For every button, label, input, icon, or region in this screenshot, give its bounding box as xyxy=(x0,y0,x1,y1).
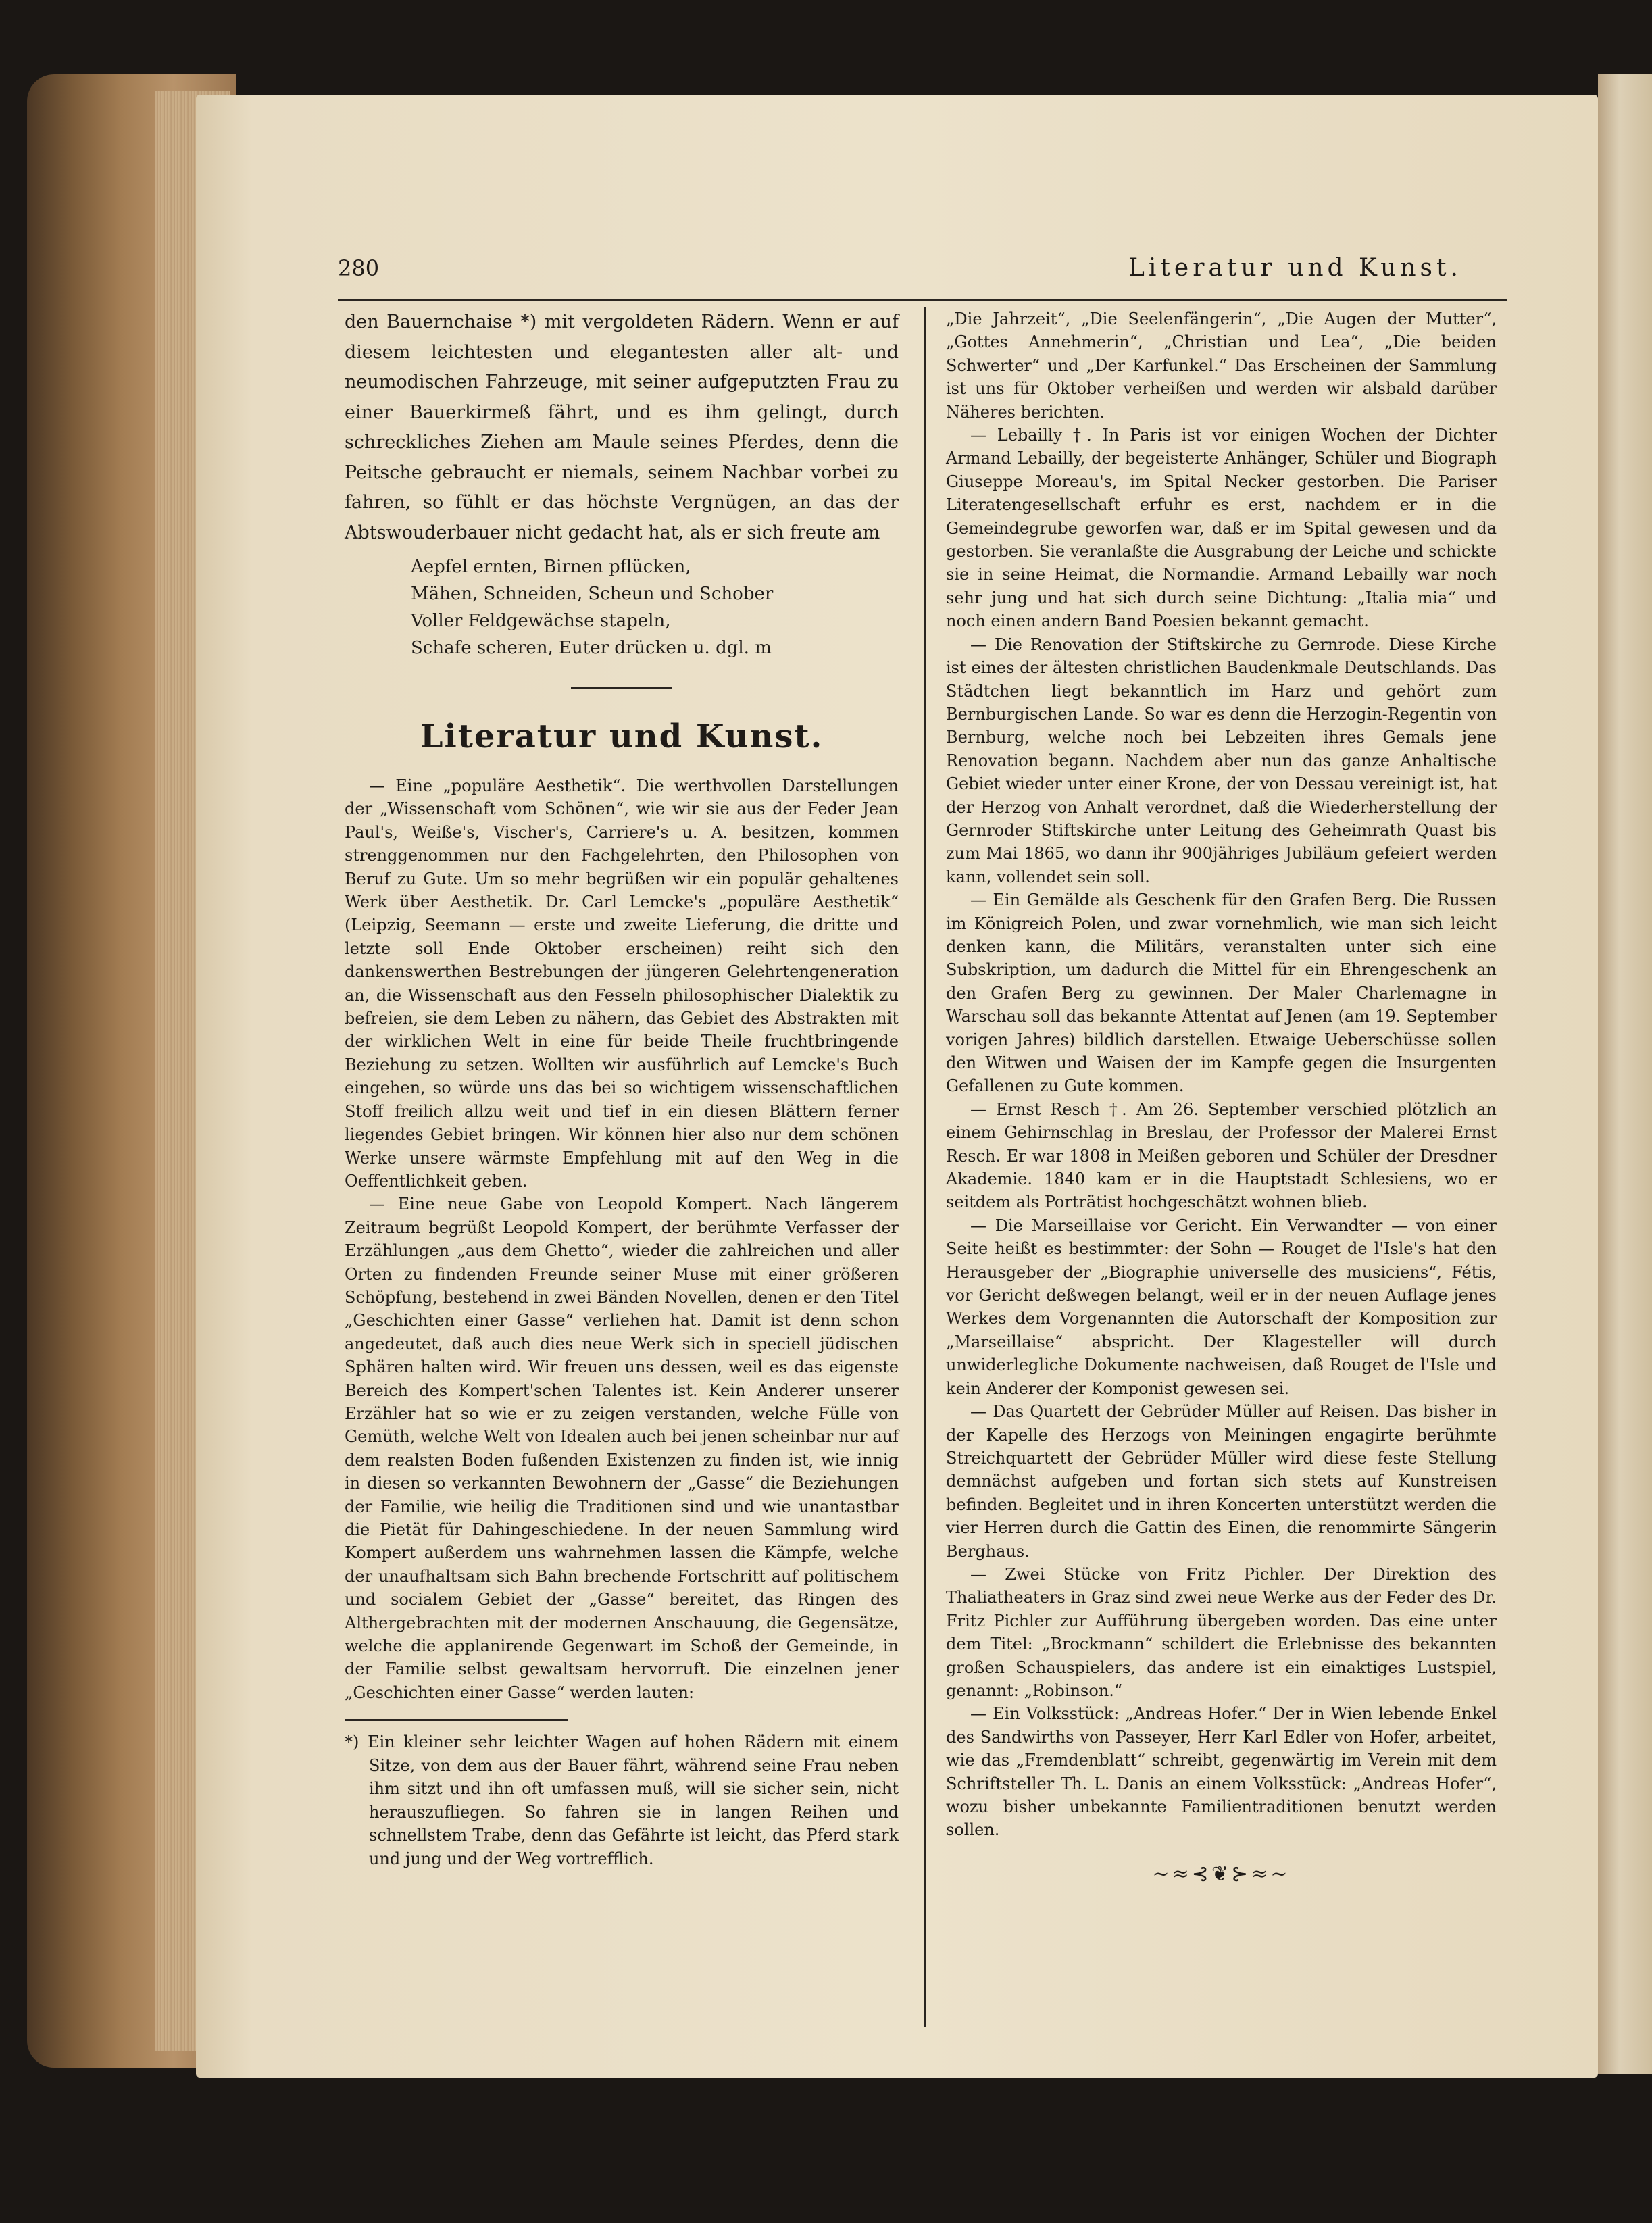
running-head xyxy=(338,251,1507,301)
verse-line: Schafe scheren, Euter drücken u. dgl. m xyxy=(411,638,772,658)
running-title: Literatur und Kunst. xyxy=(1128,254,1462,282)
article-paragraph: — Ein Volksstück: „Andreas Hofer.“ Der in Wien lebende Enkel des Sandwirths von Passeyer, Herr Karl Edler von Hofer, arbeitet, wie das „Fremdenblatt“ schreibt, gegenwärtig im Verein mit dem Schriftsteller Th. L. Danis an einem Volksstück: „Andreas Hofer“, wozu bisher unbekannte Familientraditionen benutzt werden sollen. xyxy=(946,1704,1497,1840)
article-paragraph: — Eine neue Gabe von Leopold Kompert. Nach längerem Zeitraum begrüßt Leopold Kompert, der berühmte Verfasser der Erzählungen „aus dem Ghetto“, wieder die zahlreichen und aller Orten zu findenden Freunde seiner Muse mit einer größeren Schöpfung, bestehend in zwei Bänden Novellen, denen er den Titel „Geschichten einer Gasse“ verliehen hat. Damit ist denn schon angedeutet, daß auch dies neue Werk sich in speciell jüdischen Sphären halten wird. Wir freuen uns dessen, weil es das eigenste Bereich des Kompert'schen Talentes ist. Kein Anderer unserer Erzähler hat so wie er zu zeigen verstanden, welche Fülle von Gemüth, welche Welt von Idealen auch bei jenen scheinbar nur auf dem realsten Boden fußenden Existenzen zu finden ist, wie innig in diesen so verkannten Bewohnern der „Gasse“ die Beziehungen der Familie, wie heilig die Traditionen sind und wie unantastbar die Pietät für Dahingeschiedene. In der neuen Sammlung wird Kompert außerdem uns wahrnehmen lassen die Kämpfe, welche der unaufhaltsam sich Bahn brechende Fortschritt auf politischem und socialem Gebiet der „Gasse“ bereitet, das Ringen des Althergebrachten mit der modernen Anschauung, die Gegensätze, welche die applanirende Gegenwart im Schoß der Gemeinde, in der Familie selbst gewaltsam hervorruft. Die einzelnen jener „Geschichten einer Gasse“ werden lauten: xyxy=(345,1195,899,1702)
section-divider xyxy=(571,687,672,689)
end-ornament: ~≈⊰❦⊱≈~ xyxy=(1152,1862,1291,1886)
verse-line: Mähen, Schneiden, Scheun und Schober xyxy=(411,584,774,604)
verse-line: Aepfel ernten, Birnen pflücken, xyxy=(411,557,691,577)
left-column xyxy=(345,307,899,1870)
article-paragraph: „Die Jahrzeit“, „Die Seelenfängerin“, „Die Augen der Mutter“, „Gottes Annehmerin“, „Christian und Lea“, „Die beiden Schwerter“ und „Der Karfunkel.“ Das Erscheinen der Sammlung ist uns für Oktober verheißen und werden wir alsbald darüber Näheres berichten. xyxy=(946,309,1497,422)
article-paragraph: — Das Quartett der Gebrüder Müller auf Reisen. Das bisher in der Kapelle des Herzogs von Meiningen engagirte berühmte Streichquartett der Gebrüder Müller wird diese feste Stellung demnächst aufgeben und fortan sich stets auf Kunstreisen befinden. Begleitet und in ihren Koncerten unterstützt werden die vier Herren durch die Gattin des Einen, die renommirte Sängerin Berghaus. xyxy=(946,1402,1497,1561)
lead-paragraph: den Bauernchaise *) mit vergoldeten Rädern. Wenn er auf diesem leichtesten und elegantesten aller alt- und neumodischen Fahrzeuge, mit seiner aufgeputzten Frau zu einer Bauerkirmeß fährt, und es ihm gelingt, durch schreckliches Ziehen am Maule seines Pferdes, denn die Peitsche gebraucht er niemals, seinem Nachbar vorbei zu fahren, so fühlt er das höchste Vergnügen, an das der Abtswouderbauer nicht gedacht hat, als er sich freute am xyxy=(345,311,899,543)
footnote-rule xyxy=(345,1719,568,1721)
article-paragraph: — Ernst Resch †. Am 26. September verschied plötzlich an einem Gehirnschlag in Breslau, der Professor der Malerei Ernst Resch. Er war 1808 in Meißen geboren und Schüler der Dresdner Akademie. 1840 kam er in die Hauptstadt Schlesiens, wo er seitdem als Porträtist hochgeschätzt wohnen blieb. xyxy=(946,1099,1497,1212)
article-paragraph: — Lebailly †. In Paris ist vor einigen Wochen der Dichter Armand Lebailly, der begeisterte Anhänger, Schüler und Biograph Giuseppe Moreau's, im Spital Necker gestorben. Die Pariser Literatengesellschaft erfuhr es erst, nachdem er in die Gemeindegrube geworfen war, daß er im Spital gewesen und da gestorben. Sie veranlaßte die Ausgrabung der Leiche und schickte sie in seine Heimat, die Normandie. Armand Lebailly war noch sehr jung und hat sich durch seine Dichtung: „Italia mia“ und noch einen andern Band Poesien bekannt gemacht. xyxy=(946,426,1497,631)
footnote: *) Ein kleiner sehr leichter Wagen auf hohen Rädern mit einem Sitze, von dem aus der Bauer fährt, während seine Frau neben ihm sitzt und ihn oft umfassen muß, will sie sicher sein, nicht herauszufliegen. So fahren sie in langen Reihen und schnellstem Trabe, denn das Gefährte ist leicht, das Pferd stark und jung und der Weg vortrefflich. xyxy=(345,1732,899,1868)
right-column xyxy=(946,307,1497,1886)
article-paragraph: — Ein Gemälde als Geschenk für den Grafen Berg. Die Russen im Königreich Polen, und zwar vornehmlich, wie man sich leicht denken kann, die Militärs, veranstalten unter sich eine Subskription, um dadurch die Mittel für ein Ehrengeschenk an den Grafen Berg zu gewinnen. Der Maler Charlemagne in Warschau soll das bekannte Attentat auf Jenen (am 19. September vorigen Jahres) bildlich darstellen. Etwaige Ueberschüsse sollen den Witwen und Waisen der im Kampfe gegen die Insurgenten Gefallenen zu Gute kommen. xyxy=(946,891,1497,1096)
article-paragraph: — Die Renovation der Stiftskirche zu Gernrode. Diese Kirche ist eines der ältesten christlichen Baudenkmale Deutschlands. Das Städtchen liegt bekanntlich im Harz und gehört zum Bernburgischen Lande. So war es denn die Herzogin-Regentin von Bernburg, welche noch bei Lebzeiten ihres Gemals jene Renovation begann. Nachdem aber nun das ganze Anhaltische Gebiet wieder unter einer Krone, der von Dessau vereinigt ist, hat der Herzog von Anhalt verordnet, daß die Wiederherstellung der Gernroder Stiftskirche unter Leitung des Geheimrath Quast bis zum Mai 1865, wo dann ihr 900jähriges Jubiläum gefeiert werden kann, vollendet sein soll. xyxy=(946,634,1497,886)
article-paragraph: — Eine „populäre Aesthetik“. Die werthvollen Darstellungen der „Wissenschaft vom Schönen“, wie wir sie aus der Feder Jean Paul's, Weiße's, Vischer's, Carriere's u. A. besitzen, kommen strenggenommen nur den Fachgelehrten, den Philosophen von Beruf zu Gute. Um so mehr begrüßen wir ein populär gehaltenes Werk über Aesthetik. Dr. Carl Lemcke's „populäre Aesthetik“ (Leipzig, Seemann — erste und zweite Lieferung, die dritte und letzte soll Ende Oktober erscheinen) reiht sich den dankenswerthen Bestrebungen der jüngeren Gelehrtengeneration an, die Wissenschaft aus den Fesseln philosophischer Dialektik zu befreien, sie dem Leben zu nähern, das Gebiet des Abstrakten mit der wirklichen Welt in eine für beide Theile fruchtbringende Beziehung zu setzen. Wollten wir ausführlich auf Lemcke's Buch eingehen, so würde uns das bei so wichtigem wissenschaftlichen Stoff freilich allzu weit und tief in ein diesen Blättern ferner liegendes Gebiet bringen. Wir können hier also nur dem schönen Werke unsere wärmste Empfehlung mit auf den Weg in die Oeffentlichkeit geben. xyxy=(345,776,899,1191)
article-paragraph: — Zwei Stücke von Fritz Pichler. Der Direktion des Thaliatheaters in Graz sind zwei neue Werke aus der Feder des Dr. Fritz Pichler zur Aufführung übergeben worden. Das eine unter dem Titel: „Brockmann“ schildert die Erlebnisse des bekannten großen Schauspielers, das andere ist ein einaktiges Lustspiel, genannt: „Robinson.“ xyxy=(946,1564,1497,1700)
article-paragraph: — Die Marseillaise vor Gericht. Ein Verwandter — von einer Seite heißt es bestimmter: der Sohn — Rouget de l'Isle's hat den Herausgeber der „Biographie universelle des musiciens“, Fétis, vor Gericht deßwegen belangt, weil er in der neuen Auflage jenes Werkes dem Vorgenannten die Autorschaft der Komposition zur „Marseillaise“ abspricht. Der Klagesteller will durch unwiderlegliche Dokumente nachweisen, daß Rouget de l'Isle und kein Anderer der Komponist gewesen sei. xyxy=(946,1216,1497,1398)
section-heading: Literatur und Kunst. xyxy=(420,718,824,755)
right-gutter xyxy=(1598,74,1652,2074)
column-divider xyxy=(924,307,926,2027)
verse-line: Voller Feldgewächse stapeln, xyxy=(411,611,671,631)
page-number: 280 xyxy=(338,255,380,281)
verse-block xyxy=(411,553,899,661)
